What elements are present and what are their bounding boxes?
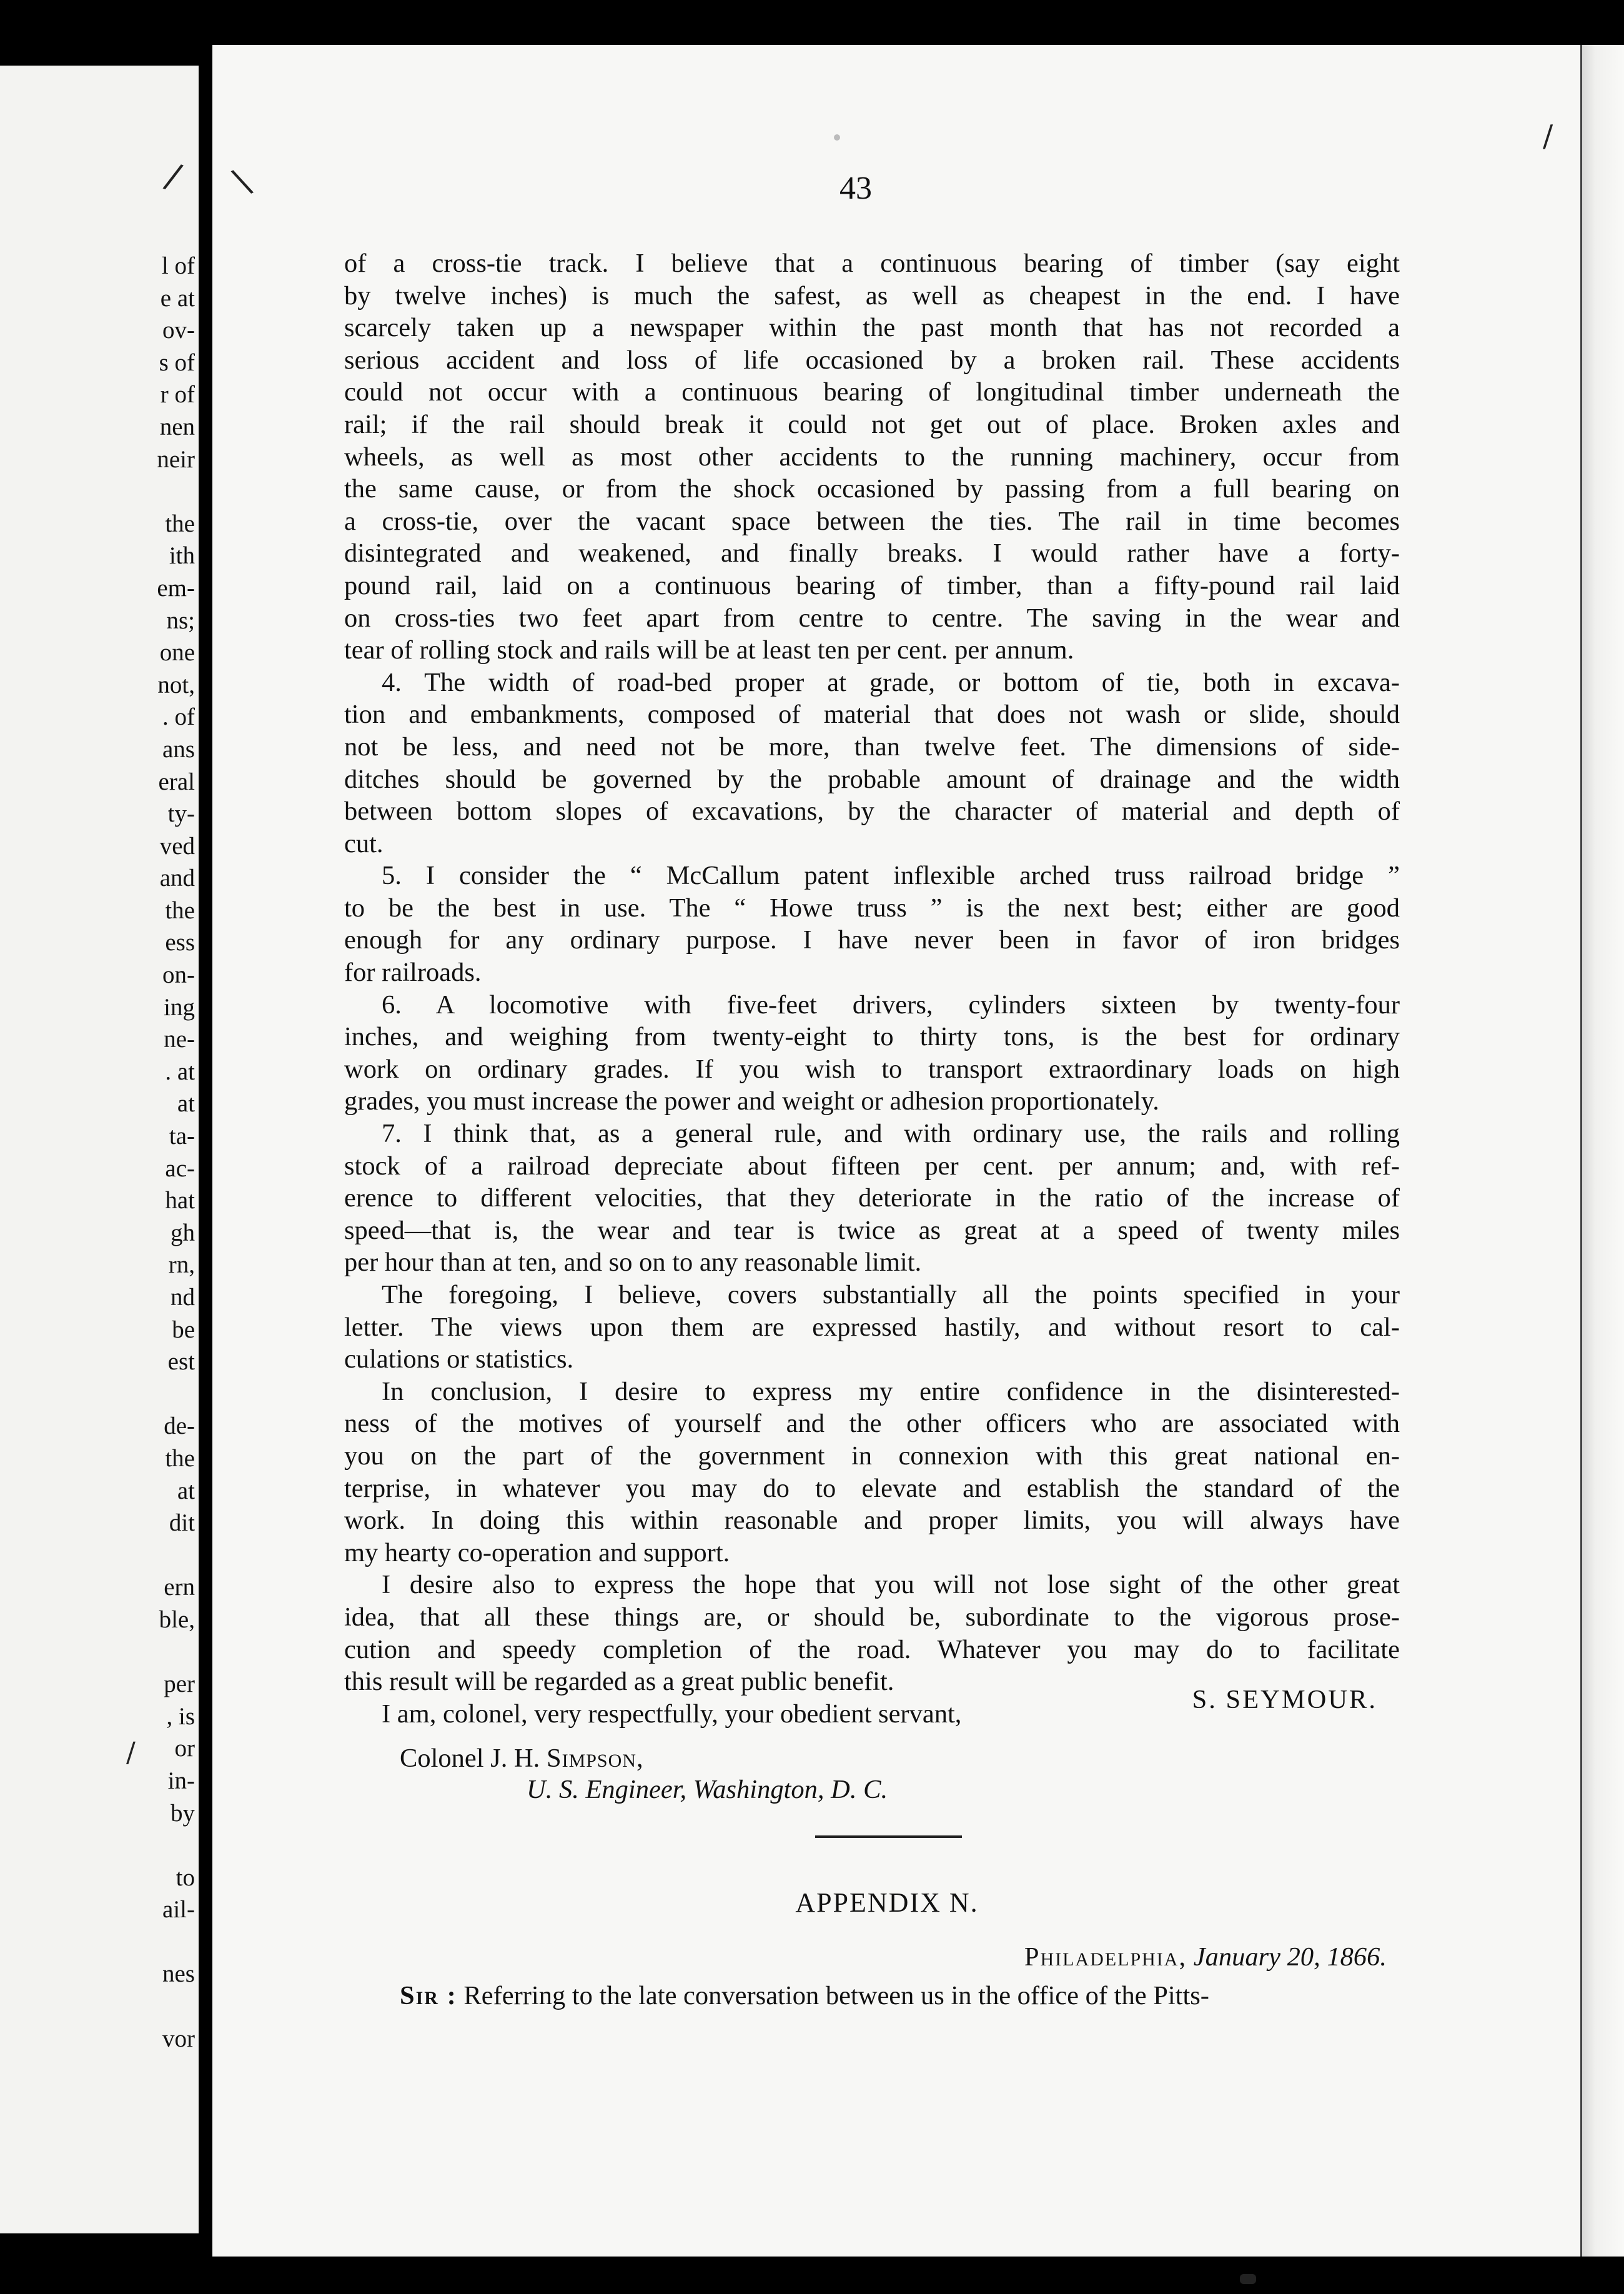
text-line: scarcely taken up a newspaper within the past month that has not recorded a [344,313,1400,343]
facing-page-fragment: on- [162,961,195,989]
facing-page-fragment [157,1990,195,2023]
facing-page-text-fragments [157,250,195,2055]
text-line: by twelve inches) is much the safest, as well as cheapest in the end. I have [344,281,1400,310]
facing-page-fragment: ta- [169,1123,195,1150]
addressee [400,1742,644,1775]
text-line: per hour than at ten, and so on to any reasonable limit. [344,1248,922,1278]
text-line: cut. [344,828,384,858]
facing-page-fragment: ved [159,832,195,860]
book-gutter [199,44,212,2243]
facing-page-fragment: the [165,896,195,924]
facing-page-fragment: not, [157,671,195,698]
facing-page-fragment: ith [169,542,195,570]
facing-page-fragment: per [164,1671,195,1698]
facing-page-fragment: nes [162,1960,195,1988]
text-line: 6. A locomotive with five-feet drivers, cylinders sixteen by twenty-four [382,990,1400,1020]
facing-page-fragment: ble, [159,1606,195,1633]
facing-page-fragment [157,1378,195,1411]
text-line: In conclusion, I desire to express my entire confidence in the disinterested- [382,1376,1400,1406]
opening-line [400,1980,1415,2011]
facing-page-fragment: e at [160,284,195,312]
facing-page-fragment: l of [161,252,195,279]
facing-page-fragment: gh [171,1219,195,1246]
text-line: could not occur with a continuous bearing of longitudinal timber underneath the [344,377,1400,407]
facing-page-fragment: est [167,1348,195,1376]
facing-page-fragment: ac- [165,1154,195,1182]
text-line: pound rail, laid on a continuous bearing of timber, than a fifty-pound rail laid [344,570,1400,600]
facing-page-fragment: ns; [166,607,195,634]
opening-text: Referring to the late conversation between us in the office of the Pitts- [463,1981,1209,2010]
facing-page-fragment: at [177,1090,195,1118]
facing-page-fragment: . at [165,1058,195,1085]
facing-page [0,66,199,2233]
facing-page-fragment: s of [159,349,195,376]
facing-page-fragment: the [165,1444,195,1472]
facing-page-fragment [157,1636,195,1669]
facing-page-fragment [157,1539,195,1572]
text-line: I am, colonel, very respectfully, your obedient servant, [382,1699,962,1729]
text-line: for railroads. [344,958,482,988]
pencil-mark: \ [228,161,256,202]
text-line: the same cause, or from the shock occasioned by passing from a full bearing on [344,474,1400,504]
text-line: 4. The width of road-bed proper at grade, or bottom of tie, both in excava- [382,667,1400,697]
facing-page-fragment: ess [165,929,195,956]
text-line: ness of the motives of yourself and the other officers who are associated with [344,1409,1400,1439]
facing-page-fragment: ne- [164,1026,195,1053]
text-line: this result will be regarded as a great public benefit. [344,1667,894,1697]
text-line: on cross-ties two feet apart from centre to centre. The saving in the wear and [344,603,1400,633]
text-line: you on the part of the government in connexion with this great national en- [344,1441,1400,1471]
facing-page-fragment: ing [164,993,195,1021]
pencil-mark: / [126,1737,136,1769]
text-line: serious accident and loss of life occasioned by a broken rail. These accidents [344,345,1400,375]
addressee-title: U. S. Engineer, Washington, D. C. [527,1775,888,1804]
text-line: letter. The views upon them are expressed hastily, and without resort to cal- [344,1312,1400,1342]
facing-page-fragment: at [177,1477,195,1504]
text-line: tear of rolling stock and rails will be at least ten per cent. per annum. [344,635,1074,665]
text-line: of a cross-tie track. I believe that a continuous bearing of timber (say eight [344,249,1400,278]
text-line: rail; if the rail should break it could not get out of place. Broken axles and [344,409,1400,439]
facing-page-fragment: ern [164,1574,195,1601]
text-line: I desire also to express the hope that you will not lose sight of the other great [382,1570,1400,1600]
facing-page-fragment: neir [157,445,195,473]
text-line: a cross-tie, over the vacant space between the ties. The rail in time becomes [344,506,1400,536]
text-line: work. In doing this within reasonable and proper limits, you will always have [344,1506,1400,1536]
facing-page-fragment: hat [165,1187,195,1214]
pencil-mark: / [1543,119,1553,154]
facing-page-fragment: eral [158,768,195,795]
facing-page-fragment: to [176,1864,195,1891]
section-divider [815,1835,962,1838]
facing-page-fragment: by [171,1799,195,1827]
addressee-prefix: Colonel J. H. [400,1744,547,1773]
facing-page-fragment: or [174,1735,195,1762]
facing-page-fragment [157,475,195,508]
text-line: disintegrated and weakened, and finally breaks. I would rather have a forty- [344,539,1400,569]
facing-page-fragment: in- [167,1767,195,1794]
page-edge [1580,45,1624,2257]
facing-page-fragment: nd [171,1284,195,1311]
text-line: cution and speedy completion of the road. Whatever you may do to facilitate [344,1634,1400,1664]
text-line: speed—that is, the wear and tear is twice as great at a speed of twenty miles [344,1215,1400,1245]
text-line: between bottom slopes of excavations, by the character of material and depth of [344,797,1400,827]
facing-page-fragment: vor [162,2025,195,2052]
text-line: wheels, as well as most other accidents to the running machinery, occur from [344,442,1400,472]
dateline-date: January 20, 1866. [1193,1942,1387,1972]
text-line: grades, you must increase the power and weight or adhesion proportionately. [344,1086,1159,1116]
text-line: tion and embankments, composed of material that does not wash or slide, should [344,700,1400,730]
pencil-mark: / [161,155,186,198]
text-line: culations or statistics. [344,1344,574,1374]
facing-page-fragment: be [172,1316,195,1343]
dateline [1024,1942,1387,1972]
facing-page-fragment: dit [169,1509,195,1537]
text-line: idea, that all these things are, or should be, subordinate to the vigorous prose- [344,1602,1400,1632]
facing-page-fragment: de- [164,1413,195,1440]
facing-page-fragment: ail- [162,1896,195,1924]
signature: S. SEYMOUR. [1192,1685,1377,1714]
facing-page-fragment [157,1829,195,1862]
dateline-place: Philadelphia, [1024,1942,1187,1972]
text-line: ditches should be governed by the probable amount of drainage and the width [344,764,1400,794]
facing-page-fragment [157,1926,195,1959]
page-number: 43 [839,171,872,206]
facing-page-fragment: , is [166,1702,195,1730]
text-line: stock of a railroad depreciate about fifteen per cent. per annum; and, with ref- [344,1151,1400,1181]
text-line: my hearty co-operation and support. [344,1537,730,1567]
text-line: terprise, in whatever you may do to elevate and establish the standard of the [344,1473,1400,1503]
paper-speck [1240,2274,1256,2284]
addressee-name: Simpson, [546,1744,644,1773]
facing-page-fragment: nen [159,413,195,440]
facing-page-fragment: ty- [167,800,195,828]
text-line: inches, and weighing from twenty-eight to thirty tons, is the best for ordinary [344,1022,1400,1052]
text-line: enough for any ordinary purpose. I have never been in favor of iron bridges [344,925,1400,955]
text-line: work on ordinary grades. If you wish to transport extraordinary loads on high [344,1054,1400,1084]
text-line: not be less, and need not be more, than twelve feet. The dimensions of side- [344,732,1400,762]
facing-page-fragment: r of [160,381,195,409]
text-line: 5. I consider the “ McCallum patent inflexible arched truss railroad bridge ” [382,861,1400,891]
facing-page-fragment: . of [162,703,195,731]
facing-page-fragment: ov- [162,317,195,344]
facing-page-fragment: em- [157,574,195,602]
text-line: to be the best in use. The “ Howe truss ” is the next best; either are good [344,893,1400,923]
paper-speck [834,134,840,141]
salutation: Sir : [400,1981,457,2010]
facing-page-fragment: rn, [168,1251,195,1279]
facing-page-fragment: and [159,865,195,892]
facing-page-fragment: one [159,639,195,667]
appendix-heading: APPENDIX N. [795,1887,979,1918]
text-line: The foregoing, I believe, covers substantially all the points specified in your [382,1280,1400,1309]
facing-page-fragment: the [165,510,195,537]
text-line: erence to different velocities, that they deteriorate in the ratio of the increase of [344,1183,1400,1213]
text-line: 7. I think that, as a general rule, and with ordinary use, the rails and rolling [382,1119,1400,1149]
facing-page-fragment: ans [162,735,195,763]
letter-body [344,247,1400,1730]
